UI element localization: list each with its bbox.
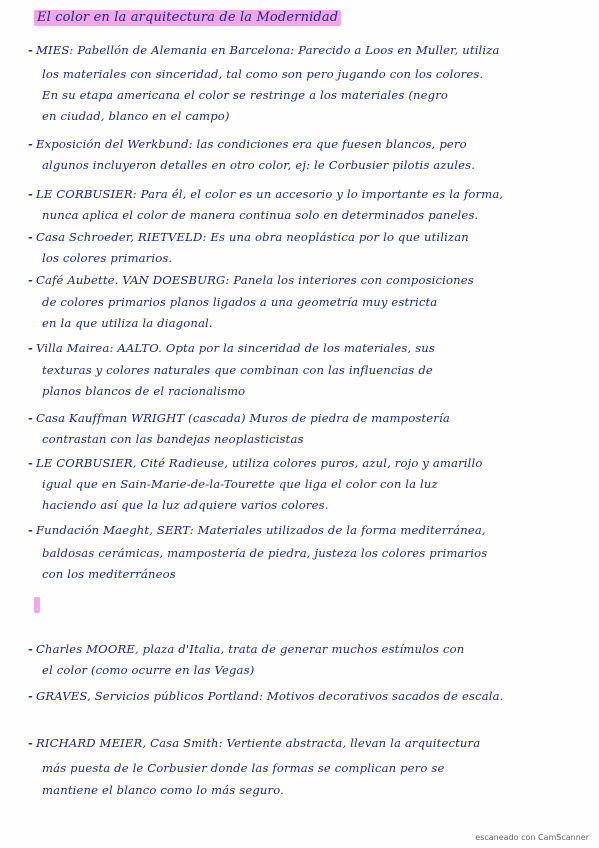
mies-line-2: los materiales con sinceridad, tal como son pero jugando con los colores. [42,67,484,81]
maeght-line-2: baldosas cerámicas, mampostería de piedra, justeza los colores primarios [42,546,488,560]
kauffman-line-2: contrastan con las bandejas neoplasticistas [42,432,304,446]
kauffman-line-1: - Casa Kauffman WRIGHT (cascada) Muros de piedra de mampostería [28,411,450,425]
schroeder-line-2: los colores primarios. [42,251,173,265]
radieuse-line-1: - LE CORBUSIER, Cité Radieuse, utiliza colores puros, azul, rojo y amarillo [28,456,483,470]
maeght-line-1: - Fundación Maeght, SERT: Materiales utilizados de la forma mediterránea, [28,523,486,537]
moore-line-1: - Charles MOORE, plaza d'Italia, trata de generar muchos estímulos con [28,642,465,656]
heading-highlight: El color en la arquitectura de la Modernidad [34,10,341,26]
graves-line-1: - GRAVES, Servicios públicos Portland: Motivos decorativos sacados de escala. [28,689,504,703]
corb-line-2: nunca aplica el color de manera continua solo en determinados paneles. [42,208,479,222]
radieuse-line-3: haciendo así que la luz adquiere varios colores. [42,498,329,512]
maeght-line-3: con los mediterráneos [42,567,176,581]
mies-line-1: - MIES: Pabellón de Alemania en Barcelona: Parecido a Loos en Muller, utiliza [28,43,500,57]
aubette-line-3: en la que utiliza la diagonal. [42,316,213,330]
heading2-highlight [34,597,40,613]
meier-line-1: - RICHARD MEIER, Casa Smith: Vertiente abstracta, llevan la arquitectura [28,736,481,750]
corb-line-1: - LE CORBUSIER: Para él, el color es un accesorio y lo importante es la forma, [28,187,504,201]
expo-line-2: algunos incluyeron detalles en otro color, ej: le Corbusier pilotis azules. [42,158,476,172]
scanner-watermark: escaneado con CamScanner [475,833,589,842]
meier-line-3: mantiene el blanco como lo más seguro. [42,783,284,797]
heading-modernidad [34,10,341,26]
mairea-line-2: texturas y colores naturales que combinan con las influencias de [42,363,433,377]
meier-line-2: más puesta de le Corbusier donde las formas se complican pero se [42,761,445,775]
aubette-line-2: de colores primarios planos ligados a una geometría muy estricta [42,295,438,309]
mies-line-4: en ciudad, blanco en el campo) [42,109,230,123]
expo-line-1: - Exposición del Werkbund: las condiciones era que fuesen blancos, pero [28,137,467,151]
mairea-line-1: - Villa Mairea: AALTO. Opta por la sinceridad de los materiales, sus [28,341,436,355]
radieuse-line-2: igual que en Sain-Marie-de-la-Tourette que liga el color con la luz [42,477,438,491]
heading-postmodernidad [34,597,40,613]
aubette-line-1: - Café Aubette. VAN DOESBURG: Panela los interiores con composiciones [28,273,474,287]
mairea-line-3: planos blancos de el racionalismo [42,384,246,398]
mies-line-3: En su etapa americana el color se restringe a los materiales (negro [42,88,449,102]
schroeder-line-1: - Casa Schroeder, RIETVELD: Es una obra neoplástica por lo que utilizan [28,230,469,244]
moore-line-2: el color (como ocurre en las Vegas) [42,663,255,677]
